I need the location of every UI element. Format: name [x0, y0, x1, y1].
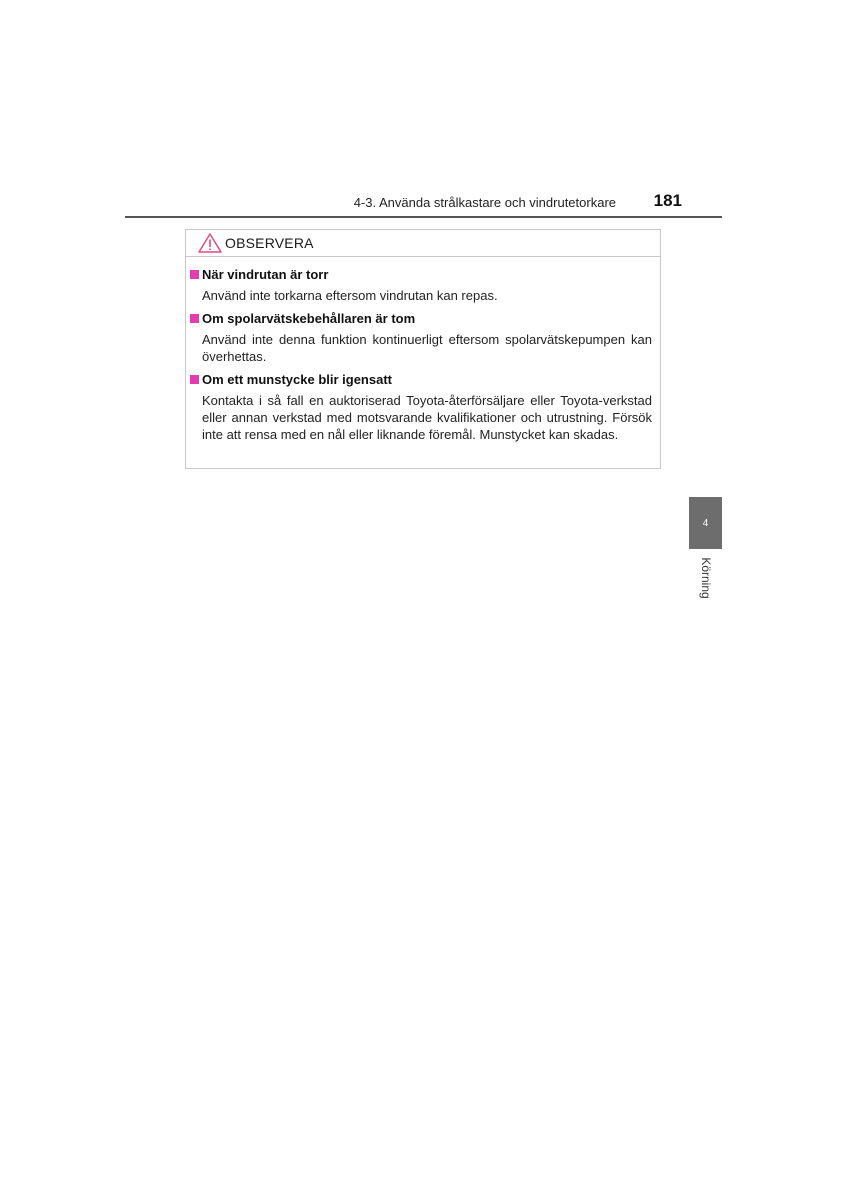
notice-item [190, 310, 652, 365]
item-text: Kontakta i så fall en auktoriserad Toyota-återförsäljare eller Toyota-verkstad eller annan verkstad med motsvarande kvalifikationer och utrustning. Försök inte att rensa med en nål eller liknande föremål. Munstycket kan skadas. [202, 393, 652, 442]
item-heading: Om spolarvätskebehållaren är tom [202, 311, 416, 326]
page-header [125, 188, 722, 218]
notice-body [186, 257, 660, 443]
notice-box [185, 229, 661, 469]
chapter-number: 4 [702, 517, 709, 529]
warning-triangle-icon [198, 233, 222, 253]
chapter-tab [689, 497, 722, 549]
bullet-square-icon [190, 270, 199, 279]
item-text: Använd inte denna funktion kontinuerligt eftersom spolarvätskepumpen kan överhettas. [202, 332, 652, 364]
item-text: Använd inte torkarna eftersom vindrutan kan repas. [202, 288, 498, 303]
item-heading: När vindrutan är torr [202, 267, 329, 282]
bullet-square-icon [190, 375, 199, 384]
section-title: 4-3. Använda strålkastare och vindrutetorkare [353, 195, 616, 210]
bullet-square-icon [190, 314, 199, 323]
page-number: 181 [653, 191, 682, 210]
notice-item [190, 371, 652, 443]
chapter-label: Körning [699, 557, 713, 599]
notice-header [186, 230, 660, 257]
item-heading: Om ett munstycke blir igensatt [202, 372, 392, 387]
notice-title: OBSERVERA [225, 235, 314, 251]
notice-item [190, 266, 652, 304]
